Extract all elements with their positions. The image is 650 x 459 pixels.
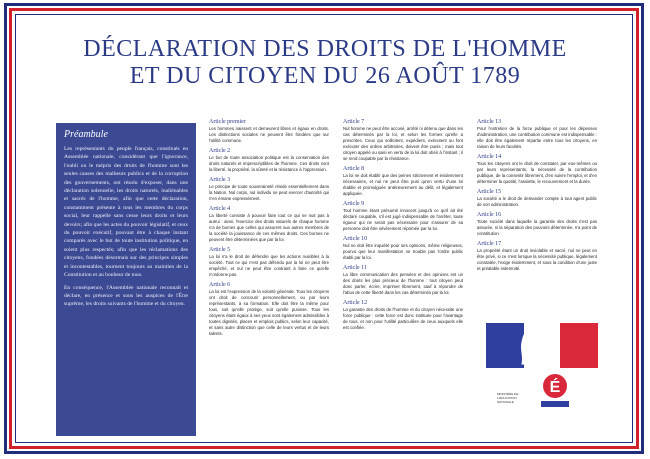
article-heading: Article 15 [477,189,502,195]
article-text: Le but de toute association politique est la conservation des droits naturels et imprescriptibles de l'homme. Ces droits sont la liberté, la propriété, la sûreté et la résistance à l'oppression. [209,155,329,172]
article-block [343,118,463,162]
article-heading: Article 6 [209,282,231,288]
article-block [343,200,463,232]
article-heading: Article 3 [209,177,231,183]
article-text: Les hommes naissent et demeurent libres et égaux en droits. Les distinctions sociales ne peuvent être fondées que sur l'utilité commune. [209,126,329,143]
article-text: La loi n'a le droit de défendre que les actions nuisibles à la société. Tout ce qui n'est pas défendu par la loi ne peut être empêché, et nul ne peut être contraint à faire ce qu'elle n'ordonne pas. [209,254,329,277]
article-heading: Article premier [209,119,246,125]
article-block [477,188,597,208]
preamble-box [56,123,196,436]
article-block [343,264,463,296]
article-block [343,299,463,331]
article-block [477,153,597,185]
article-text: Le principe de toute souveraineté réside essentiellement dans la Nation. Nul corps, nul individu ne peut exercer d'autorité qui n'en émane expressément. [209,184,329,201]
article-heading: Article 7 [343,119,365,125]
article-text: La loi est l'expression de la volonté générale. Tous les citoyens ont droit de concourir personnellement, ou par leurs représentants, à sa formation. Elle doit être la même pour tous, soit qu'elle protège, soit qu'elle punisse. Tous les citoyens étant égaux à ses yeux sont également admissibles à toutes dignités, places et emplois publics, selon leur capacité, et sans autre distinction que celle de leurs vertus et de leurs talents. [209,289,329,336]
article-heading: Article 9 [343,201,365,207]
education-logo [525,372,585,410]
article-heading: Article 17 [477,241,502,247]
article-block [477,240,597,272]
article-heading: Article 11 [343,265,367,271]
article-heading: Article 8 [343,166,365,172]
marianne-profile-icon [508,326,568,366]
article-heading: Article 13 [477,119,502,125]
education-caption: MINISTÈRE DE L'ÉDUCATION NATIONALE [497,392,519,404]
preamble-paragraph-1: Les représentants du peuple français, constitués en Assemblée nationale, considérant que l'ignorance, l'oubli ou le mépris des droits de l'homme sont les seules causes des malheurs publics et de la corruption des gouvernements, ont résolu d'exposer, dans une déclaration solennelle, les droits naturels, inaliénables et sacrés de l'homme, afin que cette déclaration, constamment présente à tous les membres du corps social, leur rappelle sans cesse leurs droits et leurs devoirs; afin que les actes du pouvoir législatif, et ceux du pouvoir exécutif, pouvant être à chaque instant comparés avec le but de toute institution politique, en soient plus respectés; afin que les réclamations des citoyens, fondées désormais sur des principes simples et incontestables, tournent toujours au maintien de la Constitution et au bonheur de tous. [64,146,188,279]
articles-column-3 [477,118,597,275]
article-block [209,176,329,202]
articles-column-1 [209,118,329,340]
article-text: Pour l'entretien de la force publique et pour les dépenses d'administration, une contribution commune est indispensable : elle doit être également répartie entre tous les citoyens, en raison de leurs facultés. [477,126,597,149]
title-line-2: ET DU CITOYEN DU 26 AOÛT 1789 [129,63,521,89]
article-text: La propriété étant un droit inviolable et sacré, nul ne peut en être privé, si ce n'est lorsque la nécessité publique, légalement constatée, l'exige évidemment, et sous la condition d'une juste et préalable indemnité. [477,248,597,271]
article-block [477,118,597,150]
article-heading: Article 14 [477,154,502,160]
article-block [343,165,463,197]
article-text: Tout homme étant présumé innocent jusqu'à ce qu'il ait été déclaré coupable, s'il est jugé indispensable de l'arrêter, toute rigueur qui ne serait pas nécessaire pour s'assurer de sa personne doit être sévèrement réprimée par la loi. [343,208,463,231]
title-line-1: DÉCLARATION DES DROITS DE L'HOMME [83,36,567,62]
article-text: Toute société dans laquelle la garantie des droits n'est pas assurée, ni la séparation des pouvoirs déterminée, n'a point de constitution. [477,219,597,236]
republic-logo [486,323,598,368]
preamble-paragraph-2: En conséquence, l'Assemblée nationale reconnaît et déclare, en présence et sous les auspices de l'Être suprême, les droits suivants de l'homme et du citoyen. [64,284,188,308]
article-block [209,246,329,278]
article-block [209,281,329,337]
article-heading: Article 5 [209,247,231,253]
article-block [477,211,597,237]
article-block [343,235,463,261]
article-heading: Article 4 [209,206,231,212]
article-heading: Article 12 [343,300,368,306]
article-heading: Article 16 [477,212,502,218]
article-text: La garantie des droits de l'homme et du citoyen nécessite une force publique : cette force est donc instituée pour l'avantage de tous, et non pour l'utilité particulière de ceux auxquels elle est confiée. [343,307,463,330]
article-text: La société a le droit de demander compte à tout agent public de son administration. [477,196,597,207]
preamble-heading: Préambule [64,129,108,140]
article-heading: Article 2 [209,148,231,154]
article-heading: Article 10 [343,236,368,242]
article-text: Tous les citoyens ont le droit de constater, par eux-mêmes ou par leurs représentants, la nécessité de la contribution publique, de la consentir librement, d'en suivre l'emploi, et d'en déterminer la quotité, l'assiette, le recouvrement et la durée. [477,161,597,184]
article-text: La liberté consiste à pouvoir faire tout ce qui ne nuit pas à autrui : ainsi, l'exercice des droits naturels de chaque homme n'a de bornes que celles qui assurent aux autres membres de la société la jouissance de ces mêmes droits. Ces bornes ne peuvent être déterminées que par la loi. [209,213,329,242]
article-block [209,147,329,173]
article-text: Nul ne doit être inquiété pour ses opinions, même religieuses, pourvu que leur manifestation ne trouble pas l'ordre public établi par la loi. [343,243,463,260]
svg-text:É: É [549,379,561,396]
articles-column-2 [343,118,463,334]
article-text: La loi ne doit établir que des peines strictement et évidemment nécessaires, et nul ne peut être puni qu'en vertu d'une loi établie et promulguée antérieurement au délit, et légalement appliquée. [343,173,463,196]
article-block [209,118,329,144]
article-block [209,205,329,243]
page-title [30,36,620,90]
article-text: La libre communication des pensées et des opinions est un des droits les plus précieux de l'homme : tout citoyen peut donc parler, écrire, imprimer librement, sauf à répondre de l'abus de cette liberté dans les cas déterminés par la loi. [343,272,463,295]
article-text: Nul homme ne peut être accusé, arrêté ni détenu que dans les cas déterminés par la loi, et selon les formes qu'elle a prescrites. Ceux qui sollicitent, expédient, exécutent ou font exécuter des ordres arbitraires, doivent être punis ; mais tout citoyen appelé ou saisi en vertu de la loi doit obéir à l'instant ; il se rend coupable par la résistance. [343,126,463,161]
